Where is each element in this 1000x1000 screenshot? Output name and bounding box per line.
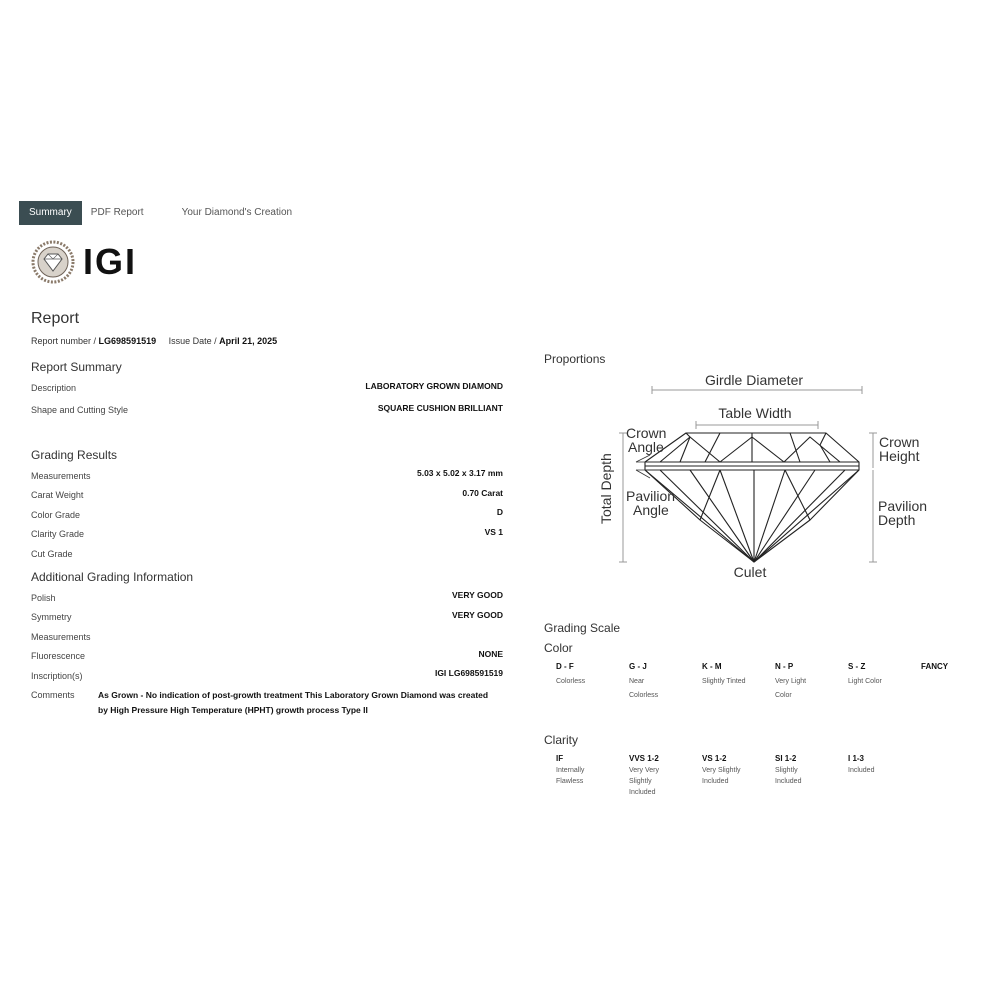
shape-value: SQUARE CUSHION BRILLIANT [377, 403, 503, 413]
shape-label: Shape and Cutting Style [31, 405, 129, 415]
girdle-diameter-label: Girdle Diameter [704, 372, 804, 388]
clarity-desc: Included [848, 767, 875, 774]
issue-date-label: Issue Date / [168, 336, 217, 346]
report-number: LG698591519 [98, 336, 157, 346]
polish-label: Polish [31, 593, 56, 603]
clarity-desc-line: Included [702, 778, 729, 785]
clarity-scale-heading: Clarity [544, 733, 579, 747]
color-scale-gj [629, 662, 695, 703]
clarity-code: SI 1-2 [775, 754, 797, 763]
color-scale-sz [848, 662, 914, 689]
table-width-label: Table Width [718, 405, 792, 421]
color-code: G - J [629, 662, 647, 671]
clarity-desc-line: Very Very [629, 767, 659, 774]
color-scale-heading: Color [544, 641, 573, 655]
color-scale-km [702, 662, 768, 689]
total-depth-label: Total Depth [598, 453, 614, 524]
clarity-desc-line: Included [629, 789, 656, 796]
crown-angle-label-2: Angle [628, 439, 664, 455]
color-desc: Light Color [848, 678, 882, 685]
measurements2-label: Measurements [31, 632, 91, 642]
clarity-code: VVS 1-2 [629, 754, 659, 763]
color-desc [775, 675, 841, 703]
crown-angle-label-1: Crown [626, 425, 667, 441]
clarity-desc [775, 765, 841, 787]
color-desc [629, 675, 695, 703]
color-desc-line: Color [775, 692, 792, 699]
tab-summary[interactable]: Summary [19, 201, 82, 225]
crown-height-label-1: Crown [879, 434, 920, 450]
proportions-heading: Proportions [544, 352, 606, 366]
crown-height-label-2: Height [879, 448, 920, 464]
fluorescence-value: NONE [478, 649, 503, 659]
report-meta [31, 336, 277, 346]
fluorescence-label: Fluorescence [31, 651, 86, 661]
comments-label: Comments [31, 690, 75, 700]
report-summary-heading: Report Summary [31, 360, 122, 374]
color-code: K - M [702, 662, 722, 671]
color-grade-label: Color Grade [31, 510, 81, 520]
clarity-scale-si [775, 754, 841, 787]
pavilion-depth-label-1: Pavilion [878, 498, 928, 514]
culet-label: Culet [733, 564, 767, 580]
clarity-desc [556, 765, 622, 787]
color-grade-value: D [496, 507, 503, 517]
color-desc-line: Colorless [629, 692, 659, 699]
cut-grade-label: Cut Grade [31, 549, 73, 559]
color-code: N - P [775, 662, 794, 671]
igi-logo [31, 240, 137, 284]
issue-date: April 21, 2025 [219, 336, 278, 346]
color-code: S - Z [848, 662, 866, 671]
color-code: D - F [556, 662, 574, 671]
color-desc: Slightly Tinted [702, 678, 746, 685]
carat-weight-value: 0.70 Carat [462, 488, 503, 498]
additional-info-heading: Additional Grading Information [31, 570, 194, 584]
clarity-desc-line: Internally [556, 767, 585, 774]
pavilion-angle-label-1: Pavilion [626, 488, 676, 504]
clarity-desc-line: Slightly [629, 778, 652, 785]
report-number-label: Report number / [31, 336, 97, 346]
clarity-code: IF [556, 754, 564, 763]
description-value: LABORATORY GROWN DIAMOND [365, 381, 503, 391]
logo-text: IGI [83, 241, 138, 282]
clarity-scale-vs [702, 754, 768, 787]
inscription-value: IGI LG698591519 [434, 668, 503, 678]
carat-weight-label: Carat Weight [31, 490, 84, 500]
clarity-desc-line: Flawless [556, 778, 584, 785]
color-scale-fancy [921, 662, 987, 671]
clarity-grade-label: Clarity Grade [31, 529, 85, 539]
description-label: Description [31, 383, 77, 393]
pavilion-angle-label-2: Angle [633, 502, 669, 518]
grading-scale-heading: Grading Scale [544, 621, 621, 635]
clarity-desc-line: Slightly [775, 767, 798, 774]
measurements-value: 5.03 x 5.02 x 3.17 mm [416, 468, 503, 478]
grading-results-heading: Grading Results [31, 448, 118, 462]
tab-bar [19, 201, 301, 225]
clarity-code: I 1-3 [848, 754, 865, 763]
igi-seal-icon [31, 240, 75, 284]
pavilion-depth-label-2: Depth [878, 512, 916, 528]
proportions-diagram [590, 365, 940, 585]
inscription-label: Inscription(s) [31, 671, 83, 681]
clarity-scale-vvs [629, 754, 695, 798]
symmetry-label: Symmetry [31, 612, 72, 622]
color-scale-np [775, 662, 841, 703]
measurements-label: Measurements [31, 471, 91, 481]
clarity-scale-if [556, 754, 622, 787]
clarity-desc [702, 765, 768, 787]
tab-diamond-creation[interactable]: Your Diamond's Creation [181, 207, 293, 218]
polish-value: VERY GOOD [451, 590, 503, 600]
color-scale-df [556, 662, 622, 689]
clarity-desc [629, 765, 695, 798]
clarity-grade-value: VS 1 [484, 527, 503, 537]
color-desc-line: Very Light [775, 678, 807, 685]
symmetry-value: VERY GOOD [451, 610, 503, 620]
tab-pdf-report[interactable]: PDF Report [90, 207, 144, 218]
color-code: FANCY [921, 662, 949, 671]
clarity-code: VS 1-2 [702, 754, 727, 763]
clarity-scale-i [848, 754, 914, 776]
color-desc-line: Near [629, 678, 645, 685]
clarity-desc-line: Very Slightly [702, 767, 741, 774]
clarity-desc-line: Included [775, 778, 802, 785]
report-title: Report [31, 310, 80, 327]
comments-value: As Grown - No indication of post-growth treatment This Laboratory Grown Diamond was created by High Pressure High Temperature (HPHT) growth process Type II [98, 690, 489, 715]
color-desc: Colorless [556, 678, 586, 685]
